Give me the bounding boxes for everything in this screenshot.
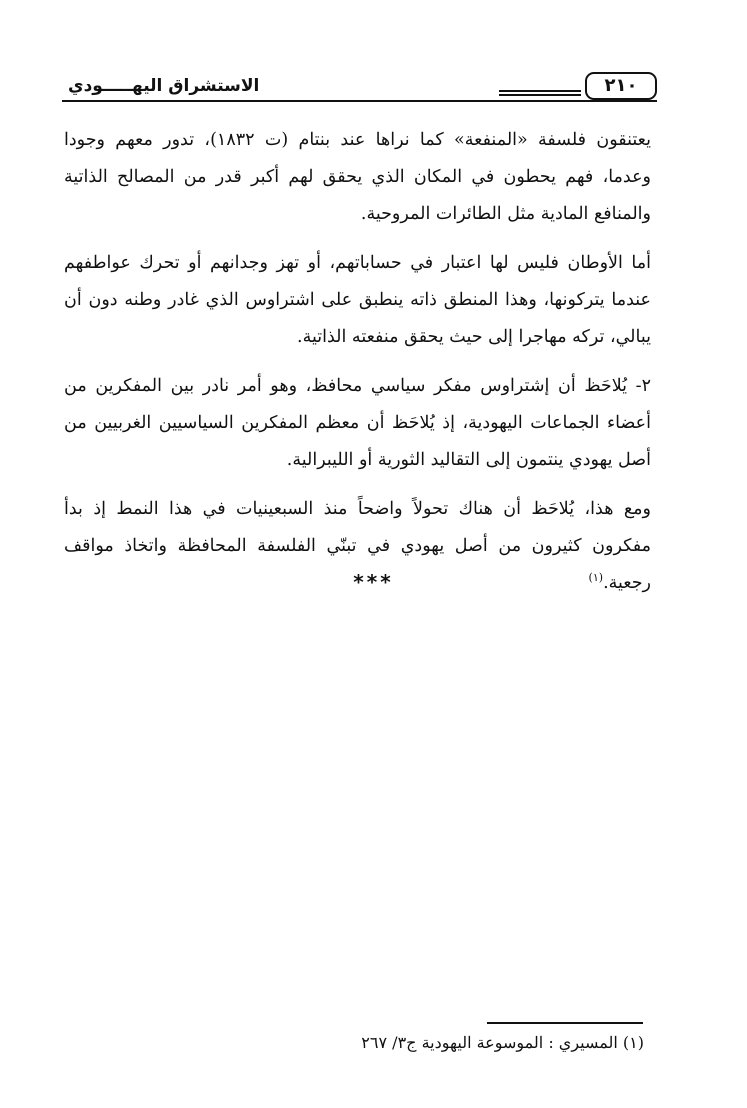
paragraph: أما الأوطان فليس لها اعتبار في حساباتهم، أو تهز وجدانهم أو تحرك عواطفهم عندما يتركونها، وهذا المنطق ذاته ينطبق على اشتراوس الذي غادر وطنه دون أن يبالي، تركه مهاجرا إلى حيث يحقق منفعته الذاتية. bbox=[64, 253, 651, 347]
paragraph-text: ومع هذا، يُلاحَظ أن هناك تحولاً واضحاً منذ السبعينيات في هذا النمط إذ بدأ مفكرون كثيرون من أصل يهودي في تبنّي الفلسفة المحافظة واتخاذ مواقف رجعية. bbox=[64, 499, 651, 593]
paragraph: يعتنقون فلسفة «المنفعة» كما نراها عند بنتام (ت ١٨٣٢)، تدور معهم وجودا وعدما، فهم يحطون في المكان الذي يحقق لهم أكبر قدر من المصالح الذاتية والمنافع المادية مثل الطائرات المروحية. bbox=[64, 130, 651, 224]
running-title: الاستشراق اليهـــــودي bbox=[68, 76, 260, 96]
header-rule-double-bottom bbox=[499, 94, 581, 96]
header-rule bbox=[62, 100, 657, 102]
footnote-reference: (١) bbox=[588, 571, 604, 585]
page-header bbox=[62, 68, 657, 108]
header-rule-double-top bbox=[499, 90, 581, 92]
paragraph: ٢- يُلاحَظ أن إشتراوس مفكر سياسي محافظ، وهو أمر نادر بين المفكرين من أعضاء الجماعات اليهودية، إذ يُلاحَظ أن معظم المفكرين السياسيين الغربيين من أصل يهودي ينتمون إلى التقاليد الثورية أو الليبرالية. bbox=[64, 376, 651, 470]
body-text bbox=[64, 122, 651, 614]
section-separator: *** bbox=[353, 570, 394, 594]
footnote-rule bbox=[487, 1022, 643, 1024]
page-number: ٢١٠ bbox=[585, 72, 657, 100]
footnote: (١) المسيري : الموسوعة اليهودية ج٣/ ٢٦٧ bbox=[361, 1033, 644, 1052]
